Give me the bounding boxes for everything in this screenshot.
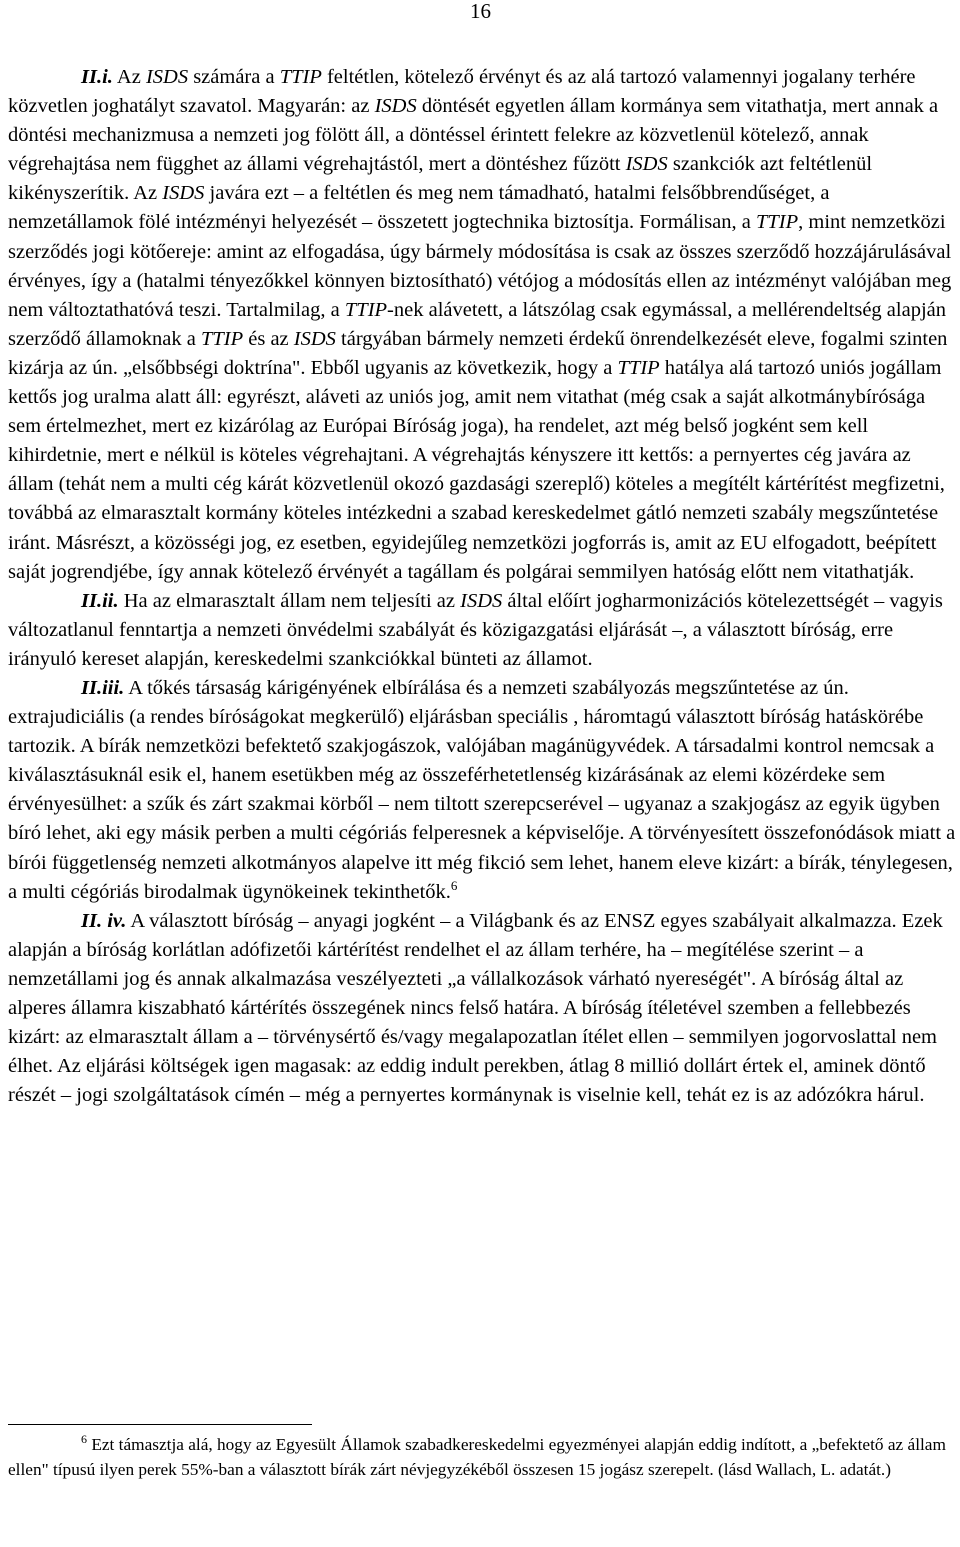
- text-run: szankciók azt feltétlenül kikényszerítik. Az: [8, 153, 873, 205]
- italic-term: ISDS: [293, 327, 336, 350]
- section-ii-i: [8, 63, 958, 587]
- text-run: döntését egyetlen állam kormánya sem vitathatja, mert annak a döntési mechanizmusa a nemzeti jog fölött áll, a döntéssel érintett felekre az közvetlenül kötelező, annak végrehajtása nem függhet az állami végrehajtástól, mert a döntéshez fűzött: [8, 95, 939, 176]
- text-run: által előírt jogharmonizációs kötelezettségét – vagyis változatlanul fenntartja a nemzeti önvédelmi szabályát és közigazgatási eljárását –, a választott bíróság, erre irányuló kereset alapján, kereskedelmi szankciókkal bünteti az államot.: [8, 589, 943, 670]
- text-run: és az: [243, 327, 294, 350]
- text-run: A tőkés társaság kárigényének elbírálása és a nemzeti szabályozás megszűntetése az ún. extrajudiciális (a rendes bíróságokat megkerülő) eljárásban speciális , háromtagú választott bíróság hatáskörébe tartozik. A bírák nemzetközi befektető szakjogászok, valójában magánügyvédek. A társadalmi kontrol nemcsak a kiválasztásuknál esik el, hanem esetükben még az összeférhetetlenség kizárásának az elemi közérdeke sem érvényesülhet: a szűk és zárt szakmai körből – nem tiltott szerepcserével – ugyanaz a szakjogász az egyik ügyben bíró lehet, aki egy másik perben a multi cégóriás felperesnek a képviselője. A törvényesített összefonódások miatt a bírói függetlenség nemzeti alkotmányos alapelve itt még fikció sem lehet, hanem eleve kizárt: a bírák, ténylegesen, a multi cégóriás birodalmak ügynökeinek tekinthetők.: [8, 676, 956, 903]
- italic-term: ISDS: [625, 153, 668, 176]
- italic-term: TTIP: [344, 298, 388, 321]
- italic-term: TTIP: [200, 327, 244, 350]
- text-run: , mint nemzetközi szerződés jogi kötőereje: amint az elfogadása, úgy bármely módosítása is csak az összes szerződő hozzájárulásával érvényes, így a (hatalmi tényezőkkel könnyen biztosítható) vétójog a módosítás ellen az intézményt valójában meg nem változtathatóvá teszi. Tartalmilag, a: [8, 211, 952, 321]
- italic-term: ISDS: [162, 182, 205, 205]
- text-run: javára ezt – a feltétlen és meg nem támadható, hatalmi felsőbbrendűséget, a nemzetállamok fölé intézményi helyezését – összetett jogtechnika biztosítja. Formálisan, a: [8, 182, 830, 234]
- italic-term: ISDS: [145, 66, 189, 88]
- text-run: számára a: [188, 66, 280, 88]
- text-run: hatálya alá tartozó uniós jogállam kettős jog uralma alatt áll: egyrészt, aláveti az uniós jog, amit nem vitathat (még csak a saját alkotmánybírósága sem értelmezhet, mert ez kizárólag az Európai Bíróság joga), ha rendelet, azt még belső jogként sem kell kihirdetnie, mert e nélkül is köteles végrehajtani. A végrehajtás kényszere itt kettős: a pernyertes cég javára az állam (tehát nem a multi cég kárát közvetlenül okozó gazdasági szereplő) köteles a megítélt kártérítést megfizetni, továbbá az elmarasztalt kormány köteles intézkedni a szabad kereskedelmet gátló nemzeti szabály megszűntetése iránt. Másrészt, a közösségi jog, ez esetben, egyidejűleg nemzetközi jogforrás is, amit az EU elfogadott, beépített saját jogrendjébe, így annak kötelező érvényét a tagállam és polgárai semmilyen hatóság előtt nem vitathatják.: [8, 356, 945, 583]
- italic-term: TTIP: [756, 211, 799, 234]
- body-text: [8, 63, 958, 1110]
- section-label: II.iii.: [81, 676, 125, 699]
- footnote-text: Ezt támasztja alá, hogy az Egyesült Államok szabadkereskedelmi egyezményei alapján eddig indított, a „befektető az állam ellen" típusú ilyen perek 55%-ban a választott bírák zárt névjegyzékéből összesen 15 jogász szerepelt. (lásd Wallach, L. adatát.): [8, 1435, 946, 1479]
- italic-term: ISDS: [374, 95, 417, 118]
- text-run: feltétlen, kötelező érvényt és az alá tartozó valamennyi jogalany terhére közvetlen joghatályt szavatol. Magyarán: az: [8, 66, 916, 118]
- section-label: II. iv.: [81, 909, 127, 932]
- page-number: 16: [470, 0, 491, 23]
- section-ii-iv: [8, 907, 958, 1111]
- footnote-separator: [8, 1424, 312, 1425]
- italic-term: ISDS: [460, 589, 503, 612]
- text-run: Az: [112, 66, 146, 88]
- footnote-reference: 6: [450, 877, 458, 893]
- text-run: Ha az elmarasztalt állam nem teljesíti az: [118, 589, 461, 612]
- italic-term: TTIP: [279, 66, 322, 88]
- text-run: -nek alávetett, a látszólag csak egymással, a mellérendeltség alapján szerződő államoknak a: [8, 298, 946, 350]
- section-label: II.ii.: [81, 589, 119, 612]
- section-ii-iii: [8, 674, 958, 907]
- section-label: II.i.: [81, 66, 113, 88]
- footnote-number: 6: [81, 1432, 87, 1447]
- text-run: A választott bíróság – anyagi jogként – a Világbank és az ENSZ egyes szabályait alkalmazza. Ezek alapján a bíróság korlátlan adófizetői kártérítést rendelhet el az állam terhére, ha – megítélése szerint – a nemzetállami jog és annak alkalmazása veszélyezteti „a vállalkozások várható nyereségét". A bíróság által az alperes államra kiszabható kártérítés összegének nincs felső határa. A bíróság ítéletével szemben a fellebbezés kizárt: az elmarasztalt állam a – törvénysértő és/vagy megalapozatlan ítélet ellen – semmilyen jogorvoslattal nem élhet. Az eljárási költségek igen magasak: az eddig indult perekben, átlag 8 millió dollárt értek el, aminek döntő részét – jogi szolgáltatások címén – még a pernyertes kormánynak is viselnie kell, tehát ez is az adózókra hárul.: [8, 909, 943, 1107]
- footnote: [8, 1432, 948, 1482]
- italic-term: TTIP: [617, 356, 660, 379]
- text-run: tárgyában bármely nemzeti érdekű önrendelkezését eleve, fogalmi szinten kizárja az ún. „elsőbbségi doktrína". Ebből ugyanis az következik, hogy a: [8, 327, 948, 379]
- section-ii-ii: [8, 587, 958, 674]
